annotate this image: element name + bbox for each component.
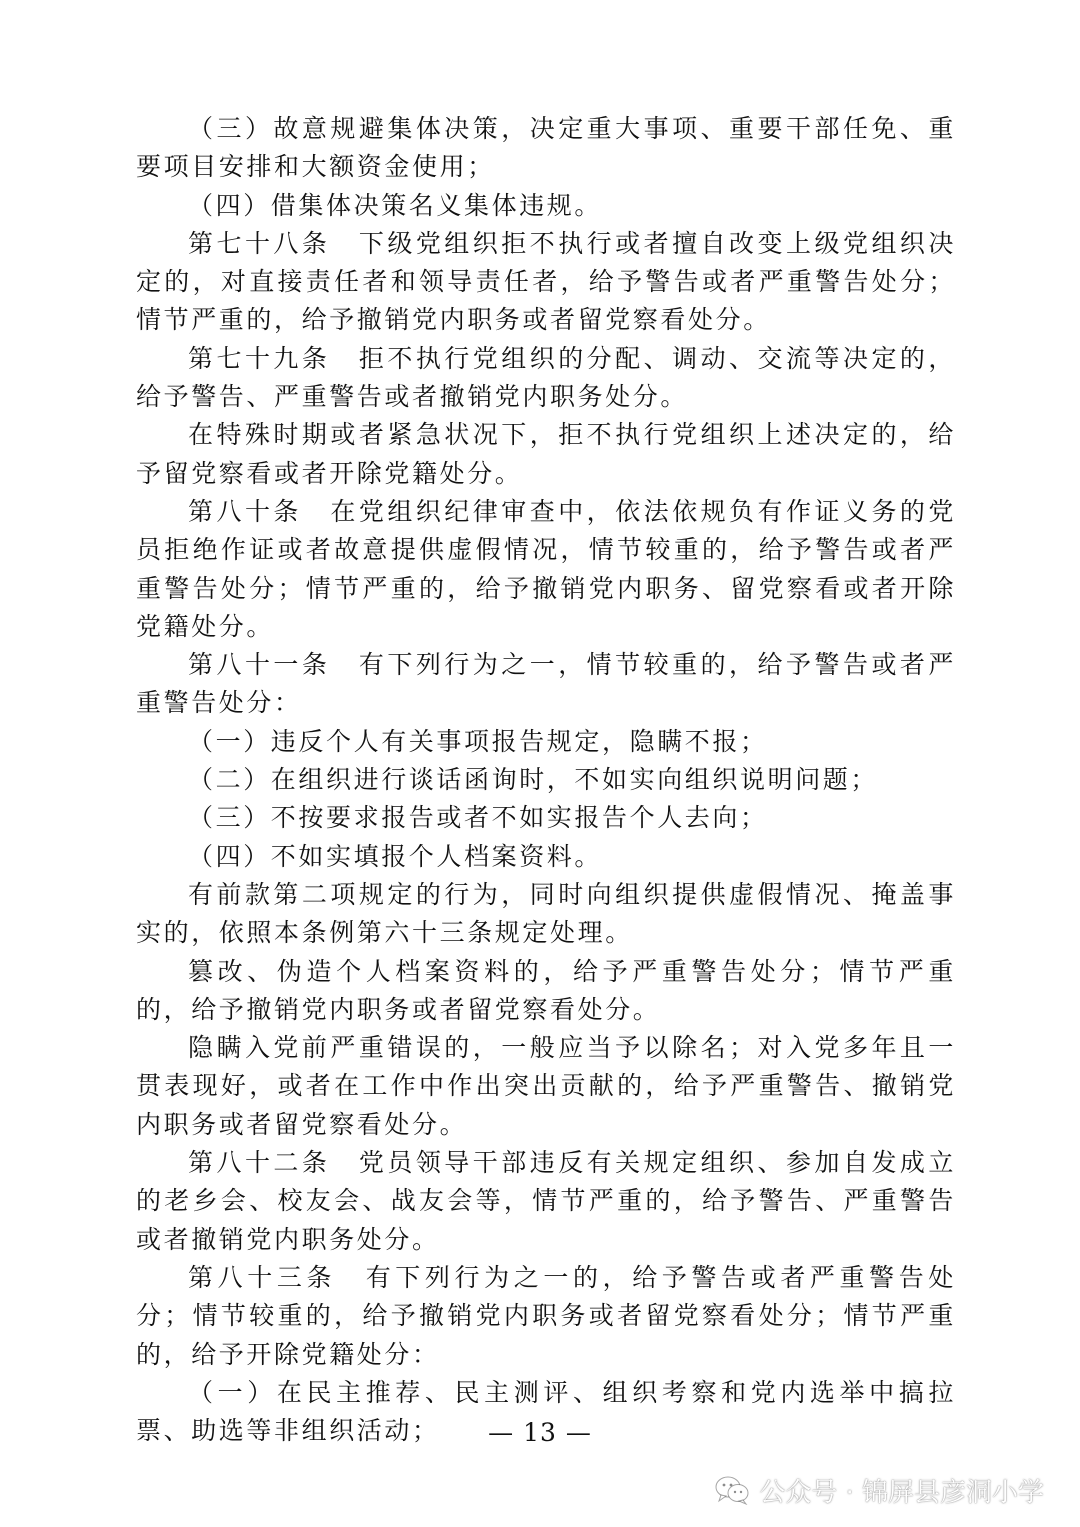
paragraph: 第七十九条 拒不执行党组织的分配、调动、交流等决定的，给予警告、严重警告或者撤销党内职务处分。 [136, 343, 956, 412]
paragraph: 在特殊时期或者紧急状况下，拒不执行党组织上述决定的，给予留党察看或者开除党籍处分。 [136, 420, 956, 488]
watermark [715, 1470, 1044, 1510]
paragraph: （四）借集体决策名义集体违规。 [188, 190, 603, 220]
paragraph: 第八十一条 有下列行为之一，情节较重的，给予警告或者严重警告处分： [136, 650, 956, 718]
document-body [136, 110, 956, 1450]
paragraph: 第八十三条 有下列行为之一的，给予警告或者严重警告处分；情节较重的，给予撤销党内职务或者留党察看处分；情节严重的，给予开除党籍处分： [136, 1262, 956, 1369]
paragraph: （二）在组织进行谈话函询时，不如实向组织说明问题； [188, 765, 879, 795]
paragraph: 第八十二条 党员领导干部违反有关规定组织、参加自发成立的老乡会、校友会、战友会等，情节严重的，给予警告、严重警告或者撤销党内职务处分。 [136, 1148, 956, 1254]
paragraph: （四）不如实填报个人档案资料。 [188, 841, 603, 871]
paragraph: 篡改、伪造个人档案资料的，给予严重警告处分；情节严重的，给予撤销党内职务或者留党察看处分。 [136, 956, 956, 1024]
paragraph: （一）在民主推荐、民主测评、组织考察和党内选举中搞拉票、助选等非组织活动； [136, 1377, 956, 1446]
paragraph: 隐瞒入党前严重错误的，一般应当予以除名；对入党多年且一贯表现好，或者在工作中作出突出贡献的，给予严重警告、撤销党内职务或者留党察看处分。 [136, 1033, 956, 1139]
paragraph: 第八十条 在党组织纪律审查中，依法依规负有作证义务的党员拒绝作证或者故意提供虚假情况，情节较重的，给予警告或者严重警告处分；情节严重的，给予撤销党内职务、留党察看或者开除党籍处分。 [136, 496, 956, 641]
paragraph: （一）违反个人有关事项报告规定，隐瞒不报； [188, 726, 768, 756]
paragraph: 有前款第二项规定的行为，同时向组织提供虚假情况、掩盖事实的，依照本条例第六十三条规定处理。 [136, 879, 956, 948]
paragraph: 第七十八条 下级党组织拒不执行或者擅自改变上级党组织决定的，对直接责任者和领导责任者，给予警告或者严重警告处分；情节严重的，给予撤销党内职务或者留党察看处分。 [136, 228, 956, 335]
wechat-icon [715, 1475, 749, 1505]
paragraph: （三）故意规避集体决策，决定重大事项、重要干部任免、重要项目安排和大额资金使用； [136, 114, 956, 182]
paragraph: （三）不按要求报告或者不如实报告个人去向； [188, 803, 768, 833]
page-number: — 13 — [488, 1418, 592, 1447]
watermark-text: 公众号 · 锦屏县彦洞小学 [759, 1477, 1044, 1508]
